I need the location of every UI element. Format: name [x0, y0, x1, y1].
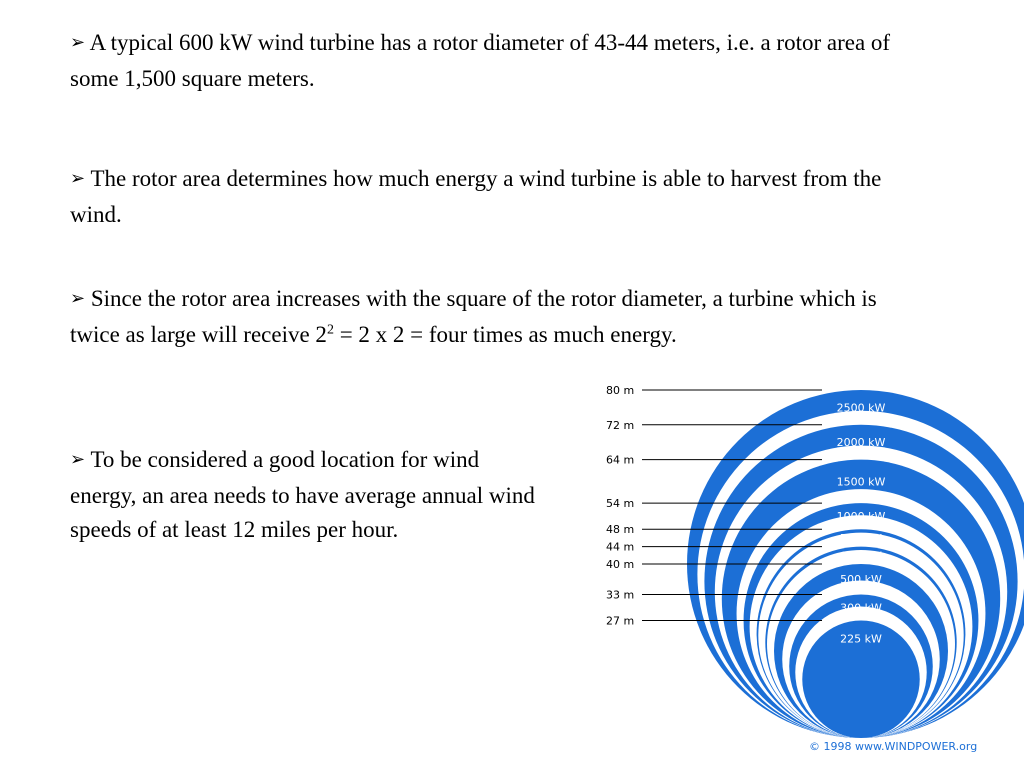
superscript-exponent: 2	[326, 322, 334, 338]
power-label-225-kW: 225 kW	[840, 632, 882, 646]
diameter-label-40m: 40 m	[606, 558, 635, 571]
power-label-600-kW: 600 kW	[840, 549, 882, 563]
bullet-wind-speed	[70, 443, 550, 547]
diameter-label-33m: 33 m	[606, 588, 635, 602]
power-label-1000-kW: 1000 kW	[836, 510, 886, 524]
power-label-750-kW: 750 kW	[840, 531, 882, 545]
rotor-size-diagram	[600, 360, 1024, 768]
arrow-bullet-icon: ➢	[70, 168, 86, 189]
bullet-text-after: = 2 x 2 = four times as much energy.	[333, 322, 677, 347]
diameter-label-72m: 72 m	[606, 418, 635, 432]
diameter-label-54m: 54 m	[606, 497, 635, 511]
power-label-2000-kW: 2000 kW	[836, 436, 886, 450]
diameter-label-64m: 64 m	[606, 453, 635, 467]
bullet-text: To be considered a good location for wind energy, an area needs to have average annual wind speeds of at least 12 miles per hour.	[70, 447, 535, 542]
diameter-label-48m: 48 m	[606, 523, 635, 537]
bullet-text-before: Since the rotor area increases with the square of the rotor diameter, a turbine which is twice as large will receive 2	[70, 286, 877, 347]
bullet-rotor-area-energy	[70, 162, 900, 232]
bullet-text: The rotor area determines how much energy a wind turbine is able to harvest from the wind.	[70, 166, 882, 227]
copyright-text: © 1998 www.WINDPOWER.org	[809, 740, 978, 753]
diameter-label-44m: 44 m	[606, 540, 635, 554]
power-label-500-kW: 500 kW	[840, 573, 882, 587]
bullet-text: A typical 600 kW wind turbine has a rotor diameter of 43-44 meters, i.e. a rotor area of some 1,500 square meters.	[70, 30, 891, 91]
arrow-bullet-icon: ➢	[70, 449, 86, 470]
arrow-bullet-icon: ➢	[70, 288, 86, 309]
arrow-bullet-icon: ➢	[70, 32, 86, 53]
rotor-circles-svg	[600, 360, 1024, 768]
bullet-square-law	[70, 282, 900, 352]
power-label-300-kW: 300 kW	[840, 601, 882, 615]
bullet-rotor-diameter	[70, 26, 900, 96]
diameter-label-27m: 27 m	[606, 614, 635, 628]
power-label-2500-kW: 2500 kW	[836, 401, 886, 415]
power-label-1500-kW: 1500 kW	[836, 475, 886, 489]
diameter-label-80m: 80 m	[606, 384, 635, 397]
